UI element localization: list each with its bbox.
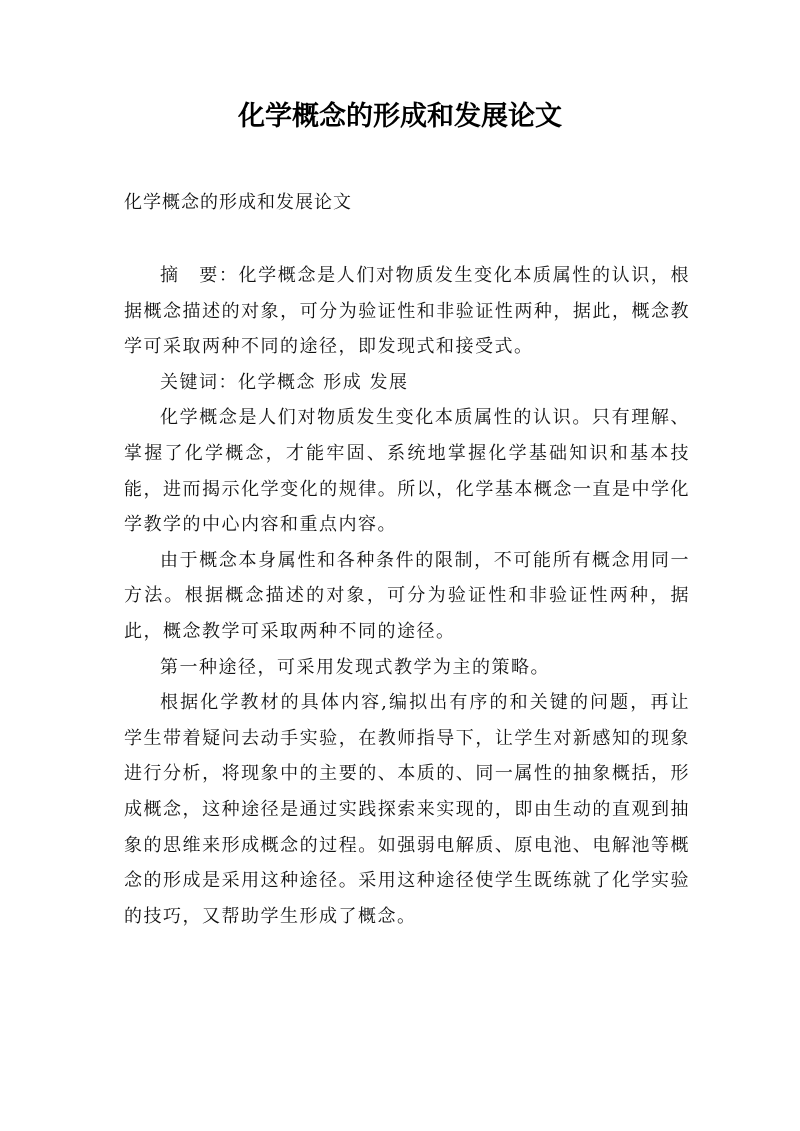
body-paragraph: 第一种途径，可采用发现式教学为主的策略。 bbox=[160, 656, 550, 678]
body-paragraph: 化学概念是人们对物质发生变化本质属性的认识。只有理解、掌握了化学概念，才能牢固、系统地掌握化学基础知识和基本技能，进而揭示化学变化的规律。所以，化学基本概念一直是中学化学教学的中心内容和重点内容。 bbox=[124, 407, 690, 536]
body-paragraph: 由于概念本身属性和各种条件的限制，不可能所有概念用同一方法。根据概念描述的对象，可分为验证性和非验证性两种，据此，概念教学可采取两种不同的途径。 bbox=[124, 549, 690, 642]
abstract-paragraph: 摘 要：化学概念是人们对物质发生变化本质属性的认识，根据概念描述的对象，可分为验证性和非验证性两种，据此，概念教学可采取两种不同的途径，即发现式和接受式。 bbox=[124, 265, 690, 358]
keywords-line: 关键词：化学概念 形成 发展 bbox=[160, 371, 409, 393]
document-subtitle: 化学概念的形成和发展论文 bbox=[124, 192, 352, 213]
body-paragraph: 根据化学教材的具体内容,编拟出有序的和关键的问题，再让学生带着疑问去动手实验，在教师指导下，让学生对新感知的现象进行分析，将现象中的主要的、本质的、同一属性的抽象概括，形成概念，这种途径是通过实践探索来实现的，即由生动的直观到抽象的思维来形成概念的过程。如强弱电解质、原电池、电解池等概念的形成是采用这种途径。采用这种途径使学生既练就了化学实验的技巧，又帮助学生形成了概念。 bbox=[124, 692, 690, 927]
document-title: 化学概念的形成和发展论文 bbox=[238, 101, 562, 132]
document-body bbox=[124, 258, 690, 934]
